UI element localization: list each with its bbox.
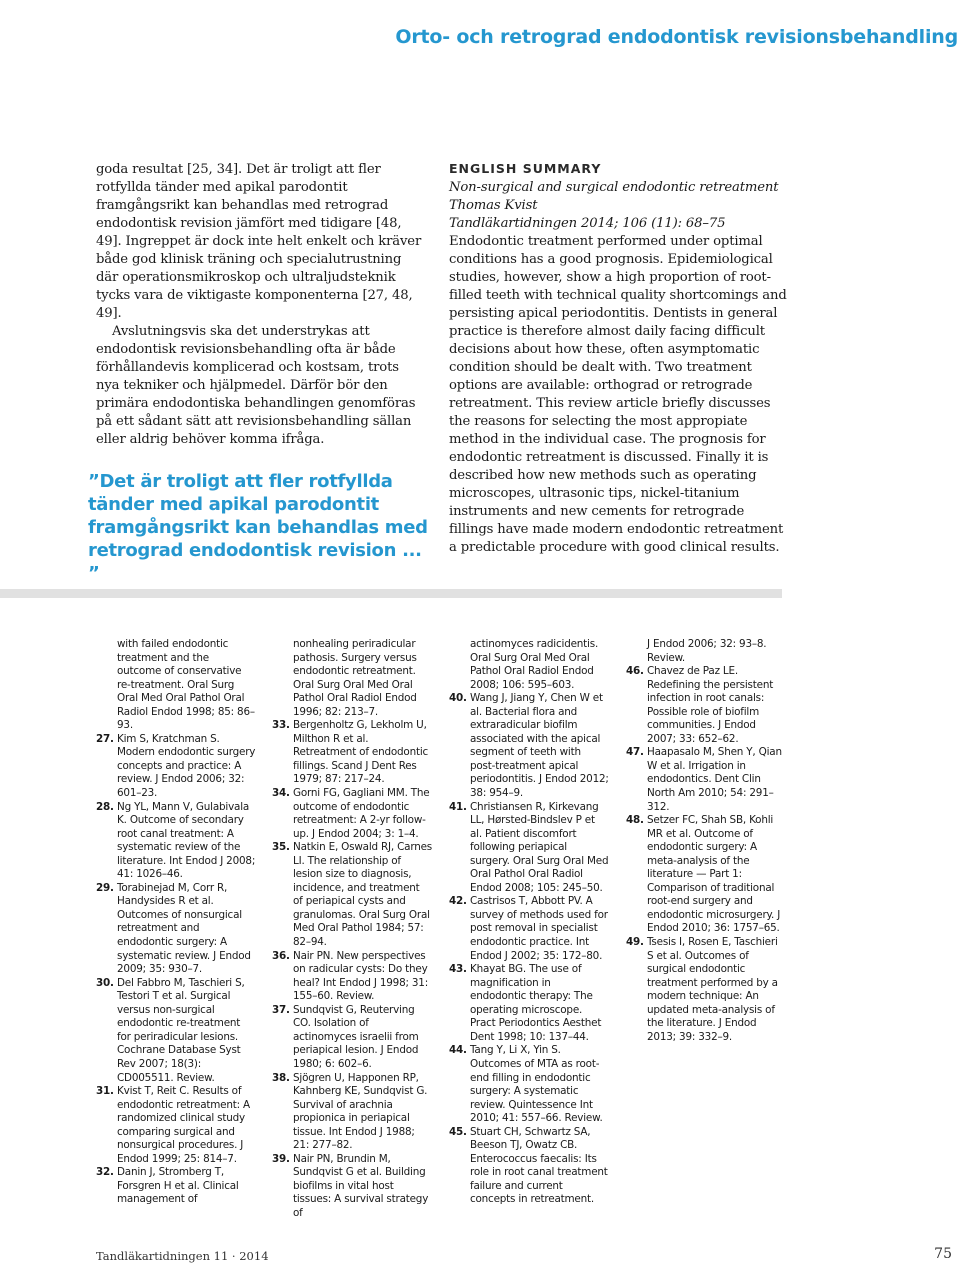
reference-item [626,936,786,1044]
reference-text: Nair PN, Brundin M, Sundqvist G et al. Building biofilms in vital host tissues: A survival strategy of [293,1152,429,1219]
reference-number: 28. [96,800,114,813]
reference-number: 47. [626,746,644,759]
reference-text: Setzer FC, Shah SB, Kohli MR et al. Outcome of endodontic surgery: A meta-analysis of the literature — Part 1: Comparison of traditional root-end surgery and endodontic microsurgery. J Endod 2010; 36: 1757–65. [647,814,781,935]
reference-text: Natkin E, Oswald RJ, Carnes LI. The relationship of lesion size to diagnosis, incidence, and treatment of periapical cysts and granulomas. Oral Surg Oral Med Oral Pathol 1984; 57: 82–94. [293,841,433,949]
pull-quote: ”Det är troligt att fler rotfyllda tänder med apikal parodontit framgångsrikt kan behandlas med retrograd endodontisk revision ... ” [88,471,428,584]
reference-number: 32. [96,1166,114,1179]
reference-text: Tang Y, Li X, Yin S. Outcomes of MTA as root-end filling in endodontic surgery: A systematic review. Quintessence Int 2010; 41: 557–66. Review. [470,1044,603,1125]
reference-text: Khayat BG. The use of magnification in endodontic therapy: The operating microscope. Pract Periodontics Aesthet Dent 1998; 10: 137–44. [470,963,602,1043]
reference-item [626,746,786,814]
reference-number: 36. [272,949,290,962]
reference-number: 35. [272,841,290,854]
left-text-column [96,161,426,449]
page-header-title: Orto- och retrograd endodontisk revisionsbehandling [395,26,958,48]
reference-item [272,1072,432,1153]
summary-heading: ENGLISH SUMMARY [449,161,602,176]
reference-number: 49. [626,936,644,949]
reference-text: Bergenholtz G, Lekholm U, Milthon R et al. Retreatment of endodontic fillings. Scand J Dent Res 1979; 87: 217–24. [293,719,429,786]
reference-column-1 [96,638,256,1207]
reference-item [96,1085,256,1166]
reference-number: 33. [272,719,290,732]
summary-body: Endodontic treatment performed under optimal conditions has a good prognosis. Epidemiological studies, however, show a high proportion of root-filled teeth with technical quality shortcomings and persisting apical periodontitis. Dentists in general practice is therefore almost daily facing difficult decisions about how these, often asymptomatic condition should be dealt with. Two treatment options are available: orthograd or retrograde retreatment. This review article briefly discusses the reasons for selecting the most appropiate method in the individual case. The prognosis for endodontic retreatment is discussed. Finally it is described how new methods such as operating microscopes, ultrasonic tips, nickel-titanium instruments and new cements for retrograde fillings have made modern endodontic retreatment a predictable procedure with good clinical results. [449,234,787,555]
reference-text: Del Fabbro M, Taschieri S, Testori T et al. Surgical versus non-surgical endodontic re-treatment for periradicular lesions. Cochrane Database Syst Rev 2007; 18(3): CD005511. Review. [117,976,245,1084]
reference-number: 46. [626,665,644,678]
reference-text: Kvist T, Reit C. Results of endodontic retreatment: A randomized clinical study comparing surgical and nonsurgical procedures. J Endod 1999; 25: 814–7. [117,1085,250,1165]
reference-item [449,895,609,963]
reference-text: Danin J, Stromberg T, Forsgren H et al. Clinical management of [117,1166,239,1206]
reference-column-2 [272,638,432,1221]
summary-citation: Tandläkartidningen 2014; 106 (11): 68–75 [449,216,726,231]
reference-number: 42. [449,895,467,908]
reference-number: 38. [272,1071,290,1084]
english-summary [449,161,789,557]
reference-continuation: with failed endodontic treatment and the outcome of conservative re-treatment. Oral Surg Oral Med Oral Pathol Oral Radiol Endod 1998; 85: 86–93. [117,638,255,732]
reference-item [449,1126,609,1207]
reference-column-3 [449,638,609,1207]
reference-item [96,733,256,801]
page-number: 75 [934,1246,952,1262]
reference-item [272,950,432,1004]
footer-journal: Tandläkartidningen 11 · 2014 [96,1249,269,1263]
reference-text: Stuart CH, Schwartz SA, Beeson TJ, Owatz CB. Enterococcus faecalis: Its role in root canal treatment failure and current concepts in retreatment. [470,1125,608,1206]
body-paragraph: Avslutningsvis ska det understrykas att endodontisk revisionsbehandling ofta är både förhållandevis komplicerad och kostsam, trots nya tekniker och hjälpmedel. Därför bör den primära endodontiska behandlingen genomföras på ett sådant sätt att revisionsbehandling sällan eller aldrig behöver komma ifråga. [96,324,416,447]
reference-text: Haapasalo M, Shen Y, Qian W et al. Irrigation in endodontics. Dent Clin North Am 2010; 54: 291–312. [647,746,782,813]
reference-number: 45. [449,1125,467,1138]
reference-text: Tsesis I, Rosen E, Taschieri S et al. Outcomes of surgical endodontic treatment performed by a modern technique: An updated meta-analysis of the literature. J Endod 2013; 39: 332–9. [647,936,778,1043]
reference-item [449,1044,609,1125]
reference-number: 34. [272,787,290,800]
summary-title: Non-surgical and surgical endodontic retreatment [449,180,779,195]
reference-text: Kim S, Kratchman S. Modern endodontic surgery concepts and practice: A review. J Endod 2006; 32: 601–23. [117,732,256,800]
reference-item [96,801,256,882]
reference-number: 40. [449,692,467,705]
reference-item [449,801,609,896]
reference-column-4 [626,638,786,1044]
reference-number: 48. [626,814,644,827]
reference-continuation: J Endod 2006; 32: 93–8. Review. [647,638,767,664]
section-divider [0,589,782,598]
reference-number: 43. [449,963,467,976]
reference-item [96,882,256,977]
reference-item [96,1166,256,1207]
reference-item [272,787,432,841]
reference-text: Wang J, Jiang Y, Chen W et al. Bacterial flora and extraradicular biofilm associated with the apical segment of teeth with post-treatment apical periodontitis. J Endod 2012; 38: 954–9. [470,692,609,800]
reference-number: 41. [449,800,467,813]
reference-text: Chavez de Paz LE. Redefining the persistent infection in root canals: Possible role of biofilm communities. J Endod 2007; 33: 652–62. [647,665,774,745]
reference-item [272,1004,432,1072]
reference-number: 44. [449,1044,467,1057]
reference-item [272,1153,432,1221]
reference-number: 39. [272,1152,290,1165]
reference-number: 37. [272,1003,290,1016]
reference-number: 30. [96,976,114,989]
reference-item [96,977,256,1085]
reference-item [626,665,786,746]
reference-text: Christiansen R, Kirkevang LL, Hørsted-Bindslev P et al. Patient discomfort following periapical surgery. Oral Surg Oral Med Oral Pathol Oral Radiol Endod 2008; 105: 245–50. [470,800,609,894]
reference-item [449,963,609,1044]
reference-item [272,841,432,949]
reference-item [626,814,786,936]
summary-author: Thomas Kvist [449,198,538,213]
reference-text: Nair PN. New perspectives on radicular cysts: Do they heal? Int Endod J 1998; 31: 155–60. Review. [293,949,429,1003]
reference-text: Gorni FG, Gagliani MM. The outcome of endodontic retreatment: A 2-yr follow-up. J Endod 2004; 3: 1–4. [293,787,430,840]
reference-number: 27. [96,732,114,745]
reference-text: Sundqvist G, Reuterving CO. Isolation of actinomyces israelii from periapical lesion. J Endod 1980; 6: 602–6. [293,1003,419,1070]
reference-continuation: actinomyces radicidentis. Oral Surg Oral Med Oral Pathol Oral Radiol Endod 2008; 106: 595–603. [470,638,599,691]
reference-number: 31. [96,1085,114,1098]
reference-continuation: nonhealing periradicular pathosis. Surgery versus endodontic retreatment. Oral Surg Oral Med Oral Pathol Oral Radiol Endod 1996; 82: 213–7. [293,638,417,718]
reference-item [449,692,609,800]
reference-text: Castrisos T, Abbott PV. A survey of methods used for post removal in specialist endodontic practice. Int Endod J 2002; 35: 172–80. [470,895,608,962]
reference-item [272,719,432,787]
reference-text: Torabinejad M, Corr R, Handysides R et al. Outcomes of nonsurgical retreatment and endodontic surgery: A systematic review. J Endod 2009; 35: 930–7. [117,881,251,976]
body-paragraph: goda resultat [25, 34]. Det är troligt att fler rotfyllda tänder med apikal parodontit framgångsrikt kan behandlas med retrograd endodontisk revision jämfört med tidigare [48, 49]. Ingreppet är dock inte helt enkelt och kräver både god klinisk träning och specialutrustning där operationsmikroskop och ultraljudsteknik tycks vara de viktigaste komponenterna [27, 48, 49]. [96,162,422,321]
reference-text: Ng YL, Mann V, Gulabivala K. Outcome of secondary root canal treatment: A systematic review of the literature. Int Endod J 2008; 41: 1026–46. [117,800,256,881]
reference-text: Sjögren U, Happonen RP, Kahnberg KE, Sundqvist G. Survival of arachnia propionica in periapical tissue. Int Endod J 1988; 21: 277–82. [293,1071,428,1152]
reference-number: 29. [96,881,114,894]
